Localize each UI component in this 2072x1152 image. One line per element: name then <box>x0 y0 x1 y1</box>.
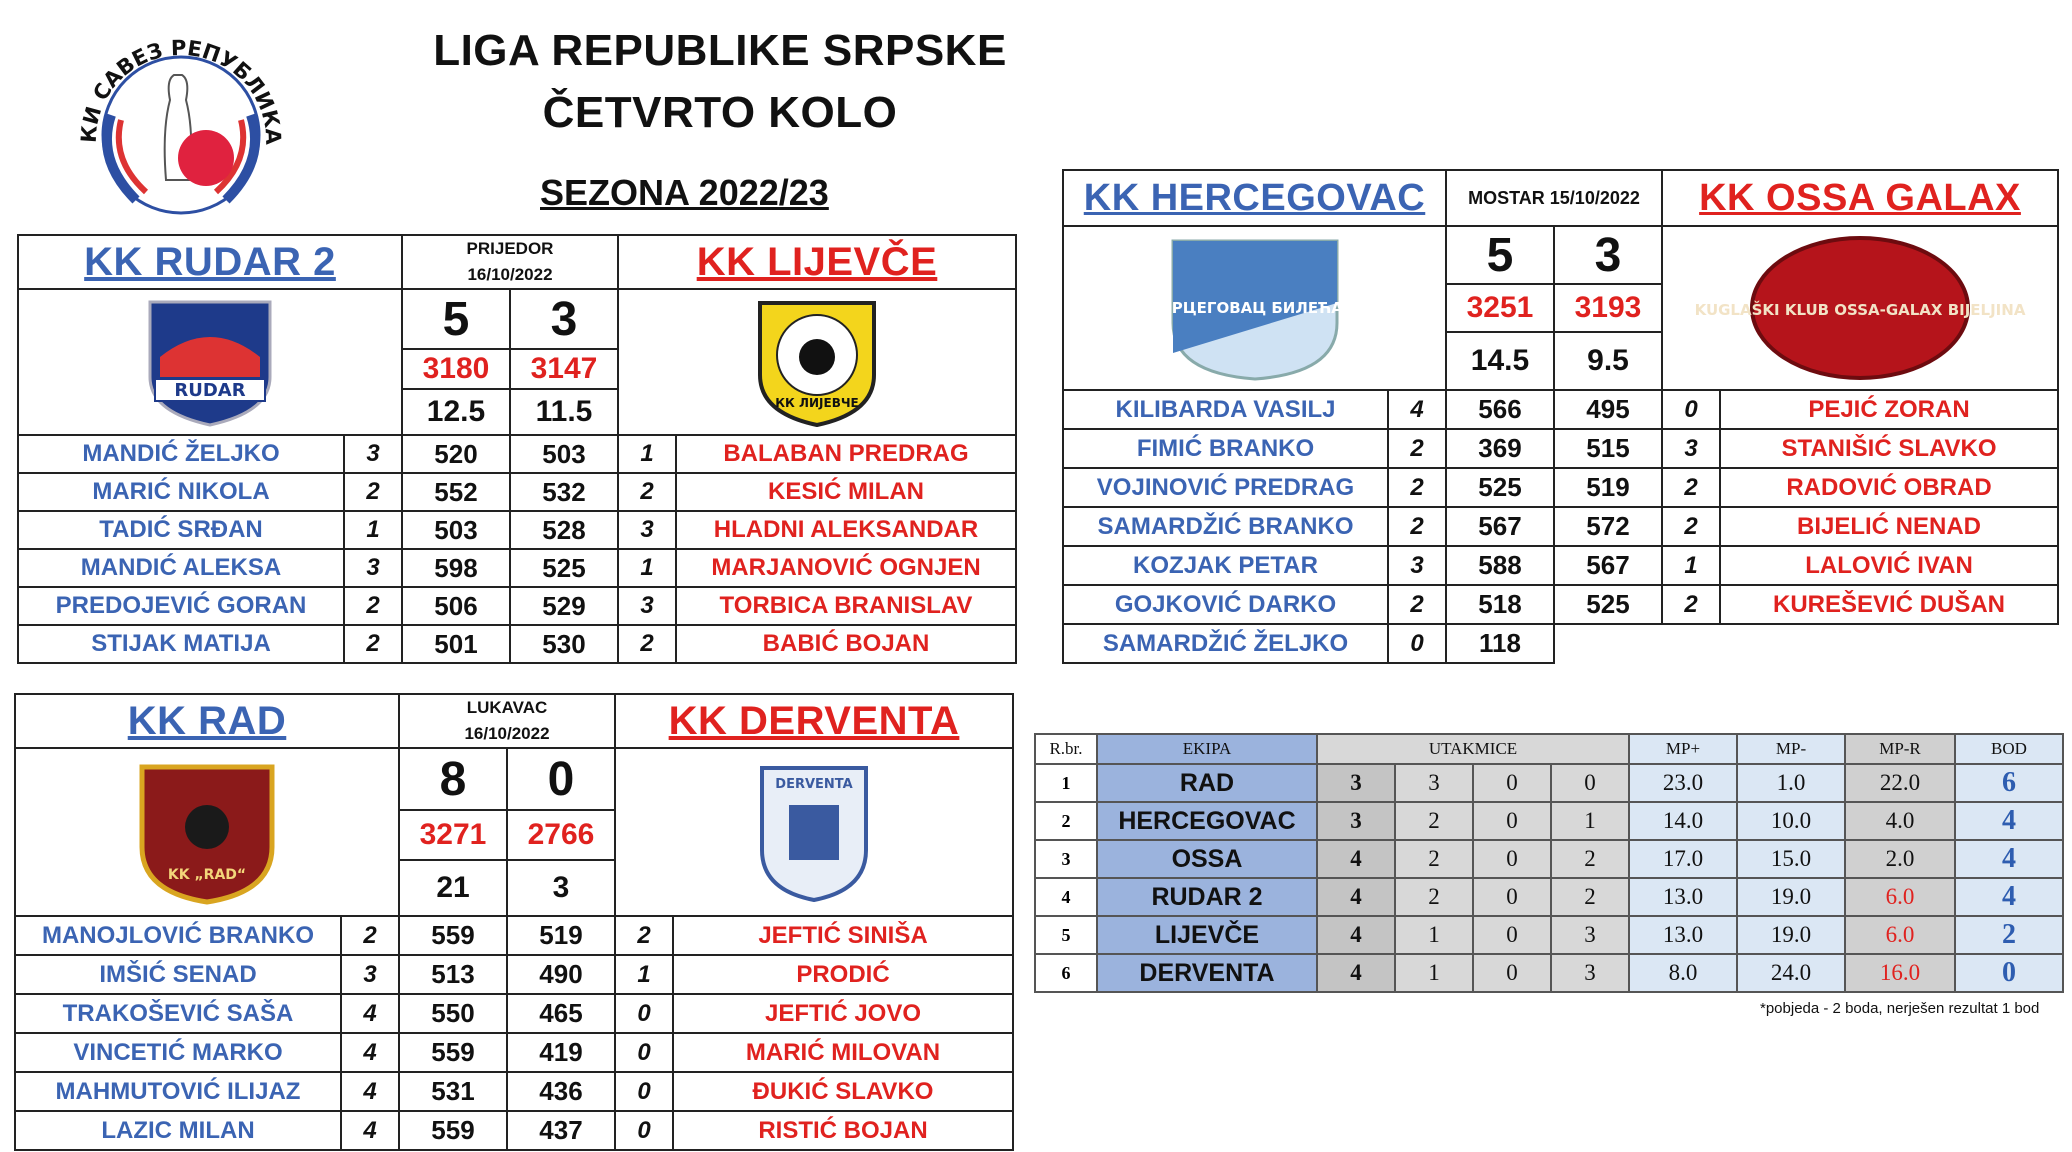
home-player-points: 3 <box>341 955 399 994</box>
player-row <box>1063 468 2058 507</box>
match-card-hercegovac-ossa <box>1062 169 2059 664</box>
player-row <box>18 435 1016 473</box>
home-player-score: 501 <box>402 625 510 663</box>
player-row <box>1063 624 2058 663</box>
home-player-points: 0 <box>1388 624 1446 663</box>
away-player-score: 519 <box>1554 468 1662 507</box>
away-player-score: 572 <box>1554 507 1662 546</box>
away-player-points: 1 <box>618 435 676 473</box>
away-player-points: 2 <box>1662 468 1720 507</box>
away-team-name: KK OSSA GALAX <box>1662 170 2058 226</box>
home-player-name: KOZJAK PETAR <box>1063 546 1388 585</box>
home-player-points: 3 <box>1388 546 1446 585</box>
home-player-name: MANDIĆ ŽELJKO <box>18 435 344 473</box>
svg-text:КК ХЕРЦЕГОВАЦ БИЛЕЋА 1998: КК ХЕРЦЕГОВАЦ БИЛЕЋА 1998 <box>1119 299 1390 317</box>
home-player-name: SAMARDŽIĆ BRANKO <box>1063 507 1388 546</box>
home-player-name: MANOJLOVIĆ BRANKO <box>15 916 341 955</box>
away-player-score: 495 <box>1554 390 1662 429</box>
page-subtitle: ČETVRTO KOLO <box>542 88 898 137</box>
standings-row <box>1035 878 2063 916</box>
svg-text:DERVENTA: DERVENTA <box>775 776 853 792</box>
player-row <box>18 473 1016 511</box>
home-player-score: 520 <box>402 435 510 473</box>
away-player-points: 2 <box>618 473 676 511</box>
home-player-score: 369 <box>1446 429 1554 468</box>
away-team-name: KK LIJEVČE <box>618 235 1016 289</box>
away-player-points: 2 <box>618 625 676 663</box>
home-player-score: 559 <box>399 1033 507 1072</box>
away-player-name: BABIĆ BOJAN <box>676 625 1016 663</box>
away-player-score: 529 <box>510 587 618 625</box>
home-player-score: 518 <box>1446 585 1554 624</box>
home-team-logo <box>15 748 399 916</box>
wins: 1 <box>1395 916 1473 954</box>
standings-row <box>1035 840 2063 878</box>
home-player-points: 2 <box>1388 429 1446 468</box>
home-team-name: KK HERCEGOVAC <box>1063 170 1446 226</box>
mp-r: 16.0 <box>1845 954 1955 992</box>
home-player-score: 559 <box>399 1111 507 1150</box>
home-player-points: 2 <box>344 587 402 625</box>
standings-row <box>1035 916 2063 954</box>
home-player-score: 531 <box>399 1072 507 1111</box>
rank: 2 <box>1035 802 1097 840</box>
away-player-score: 525 <box>510 549 618 587</box>
away-player-name: RADOVIĆ OBRAD <box>1720 468 2058 507</box>
home-player-score: 503 <box>402 511 510 549</box>
player-row <box>1063 585 2058 624</box>
mp-plus: 14.0 <box>1629 802 1737 840</box>
home-player-name: TRAKOŠEVIĆ SAŠA <box>15 994 341 1033</box>
home-player-name: FIMIĆ BRANKO <box>1063 429 1388 468</box>
draws: 0 <box>1473 802 1551 840</box>
played: 3 <box>1317 802 1395 840</box>
header-matches: UTAKMICE <box>1317 734 1629 764</box>
mp-minus: 15.0 <box>1737 840 1845 878</box>
home-player-score: 525 <box>1446 468 1554 507</box>
away-player-name: HLADNI ALEKSANDAR <box>676 511 1016 549</box>
header-team: EKIPA <box>1097 734 1317 764</box>
home-score: 5 <box>1446 226 1554 284</box>
home-player-name: KILIBARDA VASILJ <box>1063 390 1388 429</box>
away-player-score: 530 <box>510 625 618 663</box>
away-player-points: 3 <box>618 587 676 625</box>
away-player-points: 0 <box>615 994 673 1033</box>
away-player-name <box>1720 624 2058 663</box>
rank: 1 <box>1035 764 1097 802</box>
home-team-name: KK RAD <box>15 694 399 748</box>
mp-r: 6.0 <box>1845 916 1955 954</box>
mp-r: 22.0 <box>1845 764 1955 802</box>
losses: 2 <box>1551 878 1629 916</box>
away-player-name: MARJANOVIĆ OGNJEN <box>676 549 1016 587</box>
points: 6 <box>1955 764 2063 802</box>
home-player-name: MANDIĆ ALEKSA <box>18 549 344 587</box>
away-player-points: 0 <box>615 1111 673 1150</box>
away-player-name: JEFTIĆ SINIŠA <box>673 916 1013 955</box>
away-player-score <box>1554 624 1662 663</box>
rank: 6 <box>1035 954 1097 992</box>
away-player-name: PRODIĆ <box>673 955 1013 994</box>
mp-minus: 1.0 <box>1737 764 1845 802</box>
points: 4 <box>1955 840 2063 878</box>
away-player-name: BIJELIĆ NENAD <box>1720 507 2058 546</box>
away-match-points: 9.5 <box>1554 332 1662 390</box>
away-player-score: 528 <box>510 511 618 549</box>
away-player-name: KESIĆ MILAN <box>676 473 1016 511</box>
player-row <box>18 587 1016 625</box>
mp-r: 2.0 <box>1845 840 1955 878</box>
played: 4 <box>1317 840 1395 878</box>
mp-minus: 24.0 <box>1737 954 1845 992</box>
mp-plus: 8.0 <box>1629 954 1737 992</box>
rank: 3 <box>1035 840 1097 878</box>
away-player-name: ĐUKIĆ SLAVKO <box>673 1072 1013 1111</box>
away-player-score: 515 <box>1554 429 1662 468</box>
home-player-points: 2 <box>341 916 399 955</box>
svg-text:KUGLAŠKI KLUB OSSA-GALAX BIJEL: KUGLAŠKI KLUB OSSA-GALAX BIJELJINA <box>1694 301 2026 319</box>
standings-header <box>1035 734 2063 764</box>
home-match-points: 12.5 <box>402 389 510 435</box>
player-row <box>1063 507 2058 546</box>
away-team-name: KK DERVENTA <box>615 694 1013 748</box>
player-row <box>15 1111 1013 1150</box>
home-player-score: 118 <box>1446 624 1554 663</box>
wins: 3 <box>1395 764 1473 802</box>
away-player-points: 2 <box>615 916 673 955</box>
away-player-points: 3 <box>618 511 676 549</box>
home-player-score: 559 <box>399 916 507 955</box>
points: 4 <box>1955 878 2063 916</box>
home-score: 5 <box>402 289 510 349</box>
mp-r: 4.0 <box>1845 802 1955 840</box>
svg-text:КК ЛИЈЕВЧЕ: КК ЛИЈЕВЧЕ <box>775 395 859 410</box>
season-label: SEZONA 2022/23 <box>540 172 829 213</box>
away-player-name: BALABAN PREDRAG <box>676 435 1016 473</box>
away-player-points: 1 <box>1662 546 1720 585</box>
home-player-score: 566 <box>1446 390 1554 429</box>
mp-plus: 17.0 <box>1629 840 1737 878</box>
draws: 0 <box>1473 840 1551 878</box>
mp-plus: 23.0 <box>1629 764 1737 802</box>
player-row <box>15 955 1013 994</box>
mp-minus: 19.0 <box>1737 916 1845 954</box>
away-player-score: 490 <box>507 955 615 994</box>
away-player-name: MARIĆ MILOVAN <box>673 1033 1013 1072</box>
played: 3 <box>1317 764 1395 802</box>
team-name: RAD <box>1097 764 1317 802</box>
home-player-points: 2 <box>1388 507 1446 546</box>
draws: 0 <box>1473 954 1551 992</box>
home-player-points: 4 <box>341 994 399 1033</box>
away-player-name: JEFTIĆ JOVO <box>673 994 1013 1033</box>
home-player-points: 2 <box>1388 585 1446 624</box>
home-player-points: 3 <box>344 435 402 473</box>
home-team-name: KK RUDAR 2 <box>18 235 402 289</box>
player-row <box>1063 546 2058 585</box>
away-player-points: 0 <box>615 1033 673 1072</box>
away-player-name: PEJIĆ ZORAN <box>1720 390 2058 429</box>
player-row <box>15 1072 1013 1111</box>
away-player-points: 0 <box>1662 390 1720 429</box>
home-player-name: MAHMUTOVIĆ ILIJAZ <box>15 1072 341 1111</box>
away-pins: 2766 <box>507 810 615 860</box>
player-row <box>15 994 1013 1033</box>
federation-logo <box>66 20 296 230</box>
wins: 2 <box>1395 802 1473 840</box>
player-row <box>15 916 1013 955</box>
svg-text:KK „RAD“: KK „RAD“ <box>167 867 247 883</box>
rank: 5 <box>1035 916 1097 954</box>
page-title: LIGA REPUBLIKE SRPSKE <box>433 26 1007 75</box>
home-player-score: 550 <box>399 994 507 1033</box>
home-player-name: GOJKOVIĆ DARKO <box>1063 585 1388 624</box>
away-player-score: 465 <box>507 994 615 1033</box>
match-location: MOSTAR 15/10/2022 <box>1446 170 1662 226</box>
away-player-points: 2 <box>1662 507 1720 546</box>
away-score: 3 <box>510 289 618 349</box>
home-player-score: 598 <box>402 549 510 587</box>
points: 2 <box>1955 916 2063 954</box>
header-mp-plus: MP+ <box>1629 734 1737 764</box>
home-player-name: TADIĆ SRĐAN <box>18 511 344 549</box>
home-player-points: 3 <box>344 549 402 587</box>
team-name: LIJEVČE <box>1097 916 1317 954</box>
home-score: 8 <box>399 748 507 810</box>
away-player-score: 503 <box>510 435 618 473</box>
home-player-name: PREDOJEVIĆ GORAN <box>18 587 344 625</box>
team-name: HERCEGOVAC <box>1097 802 1317 840</box>
svg-text:RUDAR: RUDAR <box>174 380 246 401</box>
standings-footnote: *pobjeda - 2 boda, nerješen rezultat 1 bod <box>1760 1000 2040 1017</box>
draws: 0 <box>1473 878 1551 916</box>
home-team-logo <box>18 289 402 435</box>
away-pins: 3193 <box>1554 284 1662 332</box>
match-location: PRIJEDOR 16/10/2022 <box>402 235 618 289</box>
away-player-name: KUREŠEVIĆ DUŠAN <box>1720 585 2058 624</box>
losses: 2 <box>1551 840 1629 878</box>
team-name: DERVENTA <box>1097 954 1317 992</box>
wins: 2 <box>1395 878 1473 916</box>
away-player-name: STANIŠIĆ SLAVKO <box>1720 429 2058 468</box>
points: 0 <box>1955 954 2063 992</box>
home-player-score: 552 <box>402 473 510 511</box>
away-player-score: 532 <box>510 473 618 511</box>
player-row <box>18 625 1016 663</box>
away-player-score: 567 <box>1554 546 1662 585</box>
wins: 1 <box>1395 954 1473 992</box>
draws: 0 <box>1473 916 1551 954</box>
match-location: LUKAVAC 16/10/2022 <box>399 694 615 748</box>
player-row <box>1063 429 2058 468</box>
mp-minus: 19.0 <box>1737 878 1845 916</box>
player-row <box>18 511 1016 549</box>
match-card-rudar-lijevce <box>17 234 1017 664</box>
standings-row <box>1035 764 2063 802</box>
header-points: BOD <box>1955 734 2063 764</box>
standings-table <box>1034 733 2064 993</box>
away-score: 3 <box>1554 226 1662 284</box>
home-player-score: 513 <box>399 955 507 994</box>
played: 4 <box>1317 878 1395 916</box>
home-player-points: 2 <box>344 625 402 663</box>
home-player-name: STIJAK MATIJA <box>18 625 344 663</box>
rank: 4 <box>1035 878 1097 916</box>
draws: 0 <box>1473 764 1551 802</box>
played: 4 <box>1317 954 1395 992</box>
away-score: 0 <box>507 748 615 810</box>
home-player-name: VOJINOVIĆ PREDRAG <box>1063 468 1388 507</box>
home-player-points: 2 <box>344 473 402 511</box>
home-player-name: LAZIC MILAN <box>15 1111 341 1150</box>
svg-text:КУГЛАШКИ САВЕЗ РЕПУБЛИКА СРПСК: КИ САВЕЗ РЕПУБЛИКА <box>76 35 286 146</box>
team-name: OSSA <box>1097 840 1317 878</box>
points: 4 <box>1955 802 2063 840</box>
losses: 3 <box>1551 954 1629 992</box>
away-player-score: 519 <box>507 916 615 955</box>
mp-plus: 13.0 <box>1629 916 1737 954</box>
wins: 2 <box>1395 840 1473 878</box>
home-player-points: 2 <box>1388 468 1446 507</box>
home-match-points: 14.5 <box>1446 332 1554 390</box>
losses: 1 <box>1551 802 1629 840</box>
team-name: RUDAR 2 <box>1097 878 1317 916</box>
away-team-logo <box>618 289 1016 435</box>
away-player-score: 419 <box>507 1033 615 1072</box>
away-player-points: 2 <box>1662 585 1720 624</box>
home-player-score: 588 <box>1446 546 1554 585</box>
away-match-points: 3 <box>507 860 615 916</box>
away-pins: 3147 <box>510 349 618 389</box>
away-player-score: 437 <box>507 1111 615 1150</box>
away-player-name: LALOVIĆ IVAN <box>1720 546 2058 585</box>
home-player-score: 567 <box>1446 507 1554 546</box>
mp-minus: 10.0 <box>1737 802 1845 840</box>
home-pins: 3180 <box>402 349 510 389</box>
away-player-points <box>1662 624 1720 663</box>
home-player-score: 506 <box>402 587 510 625</box>
home-player-name: IMŠIĆ SENAD <box>15 955 341 994</box>
header-mp-minus: MP- <box>1737 734 1845 764</box>
away-player-points: 1 <box>618 549 676 587</box>
home-team-logo <box>1063 226 1446 390</box>
home-player-points: 4 <box>1388 390 1446 429</box>
home-player-name: MARIĆ NIKOLA <box>18 473 344 511</box>
standings-row <box>1035 954 2063 992</box>
away-player-points: 1 <box>615 955 673 994</box>
home-pins: 3271 <box>399 810 507 860</box>
home-match-points: 21 <box>399 860 507 916</box>
player-row <box>1063 390 2058 429</box>
losses: 3 <box>1551 916 1629 954</box>
home-player-points: 4 <box>341 1033 399 1072</box>
match-card-rad-derventa <box>14 693 1014 1151</box>
home-pins: 3251 <box>1446 284 1554 332</box>
losses: 0 <box>1551 764 1629 802</box>
played: 4 <box>1317 916 1395 954</box>
away-match-points: 11.5 <box>510 389 618 435</box>
home-player-name: SAMARDŽIĆ ŽELJKO <box>1063 624 1388 663</box>
away-player-points: 3 <box>1662 429 1720 468</box>
home-player-points: 4 <box>341 1111 399 1150</box>
mp-r: 6.0 <box>1845 878 1955 916</box>
header-mp-r: MP-R <box>1845 734 1955 764</box>
away-player-name: TORBICA BRANISLAV <box>676 587 1016 625</box>
away-player-points: 0 <box>615 1072 673 1111</box>
header-no: R.br. <box>1035 734 1097 764</box>
away-player-score: 525 <box>1554 585 1662 624</box>
away-team-logo <box>1662 226 2058 390</box>
mp-plus: 13.0 <box>1629 878 1737 916</box>
away-team-logo <box>615 748 1013 916</box>
home-player-points: 1 <box>344 511 402 549</box>
player-row <box>18 549 1016 587</box>
home-player-name: VINCETIĆ MARKO <box>15 1033 341 1072</box>
home-player-points: 4 <box>341 1072 399 1111</box>
standings-row <box>1035 802 2063 840</box>
player-row <box>15 1033 1013 1072</box>
away-player-score: 436 <box>507 1072 615 1111</box>
away-player-name: RISTIĆ BOJAN <box>673 1111 1013 1150</box>
